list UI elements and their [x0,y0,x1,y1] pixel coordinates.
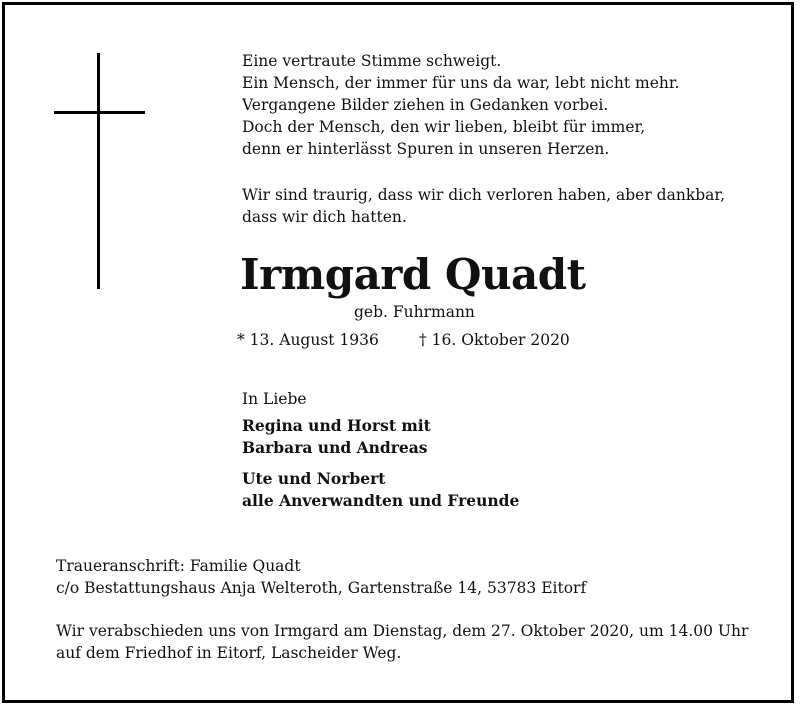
mourner-line: Regina und Horst mit [242,416,431,435]
maiden-name: geb. Fuhrmann [354,303,475,321]
mourner-line: Barbara und Andreas [242,438,428,457]
mourners-group-others [242,468,519,512]
poem-line: Vergangene Bilder ziehen in Gedanken vorbei. [242,96,609,114]
poem-closing [242,184,725,228]
poem-line: Eine vertraute Stimme schweigt. [242,52,502,70]
burial-line: Wir verabschieden uns von Irmgard am Dienstag, dem 27. Oktober 2020, um 14.00 Uhr [56,622,749,640]
address-line: Traueranschrift: Familie Quadt [56,557,301,575]
poem-closing-line: Wir sind traurig, dass wir dich verloren haben, aber dankbar, [242,186,726,204]
poem-closing-line: dass wir dich hatten. [242,208,407,226]
mourning-address [56,555,586,599]
poem-line: Ein Mensch, der immer für uns da war, lebt nicht mehr. [242,74,680,92]
death-date: † 16. Oktober 2020 [419,331,570,349]
burial-info [56,620,748,664]
mourner-line: alle Anverwandten und Freunde [242,491,520,510]
mourner-line: Ute und Norbert [242,469,386,488]
deceased-name: Irmgard Quadt [240,250,586,299]
poem-line: Doch der Mensch, den wir lieben, bleibt für immer, [242,118,646,136]
birth-date: * 13. August 1936 [237,331,379,349]
poem-verse [242,50,680,160]
mourners-intro: In Liebe [242,390,307,408]
burial-line: auf dem Friedhof in Eitorf, Lascheider Weg. [56,644,402,662]
mourners-group-family [242,415,431,459]
cross-vertical-bar [97,53,100,289]
poem-line: denn er hinterlässt Spuren in unseren Herzen. [242,140,610,158]
cross-horizontal-bar [54,111,145,114]
address-line: c/o Bestattungshaus Anja Welteroth, Gartenstraße 14, 53783 Eitorf [56,579,587,597]
